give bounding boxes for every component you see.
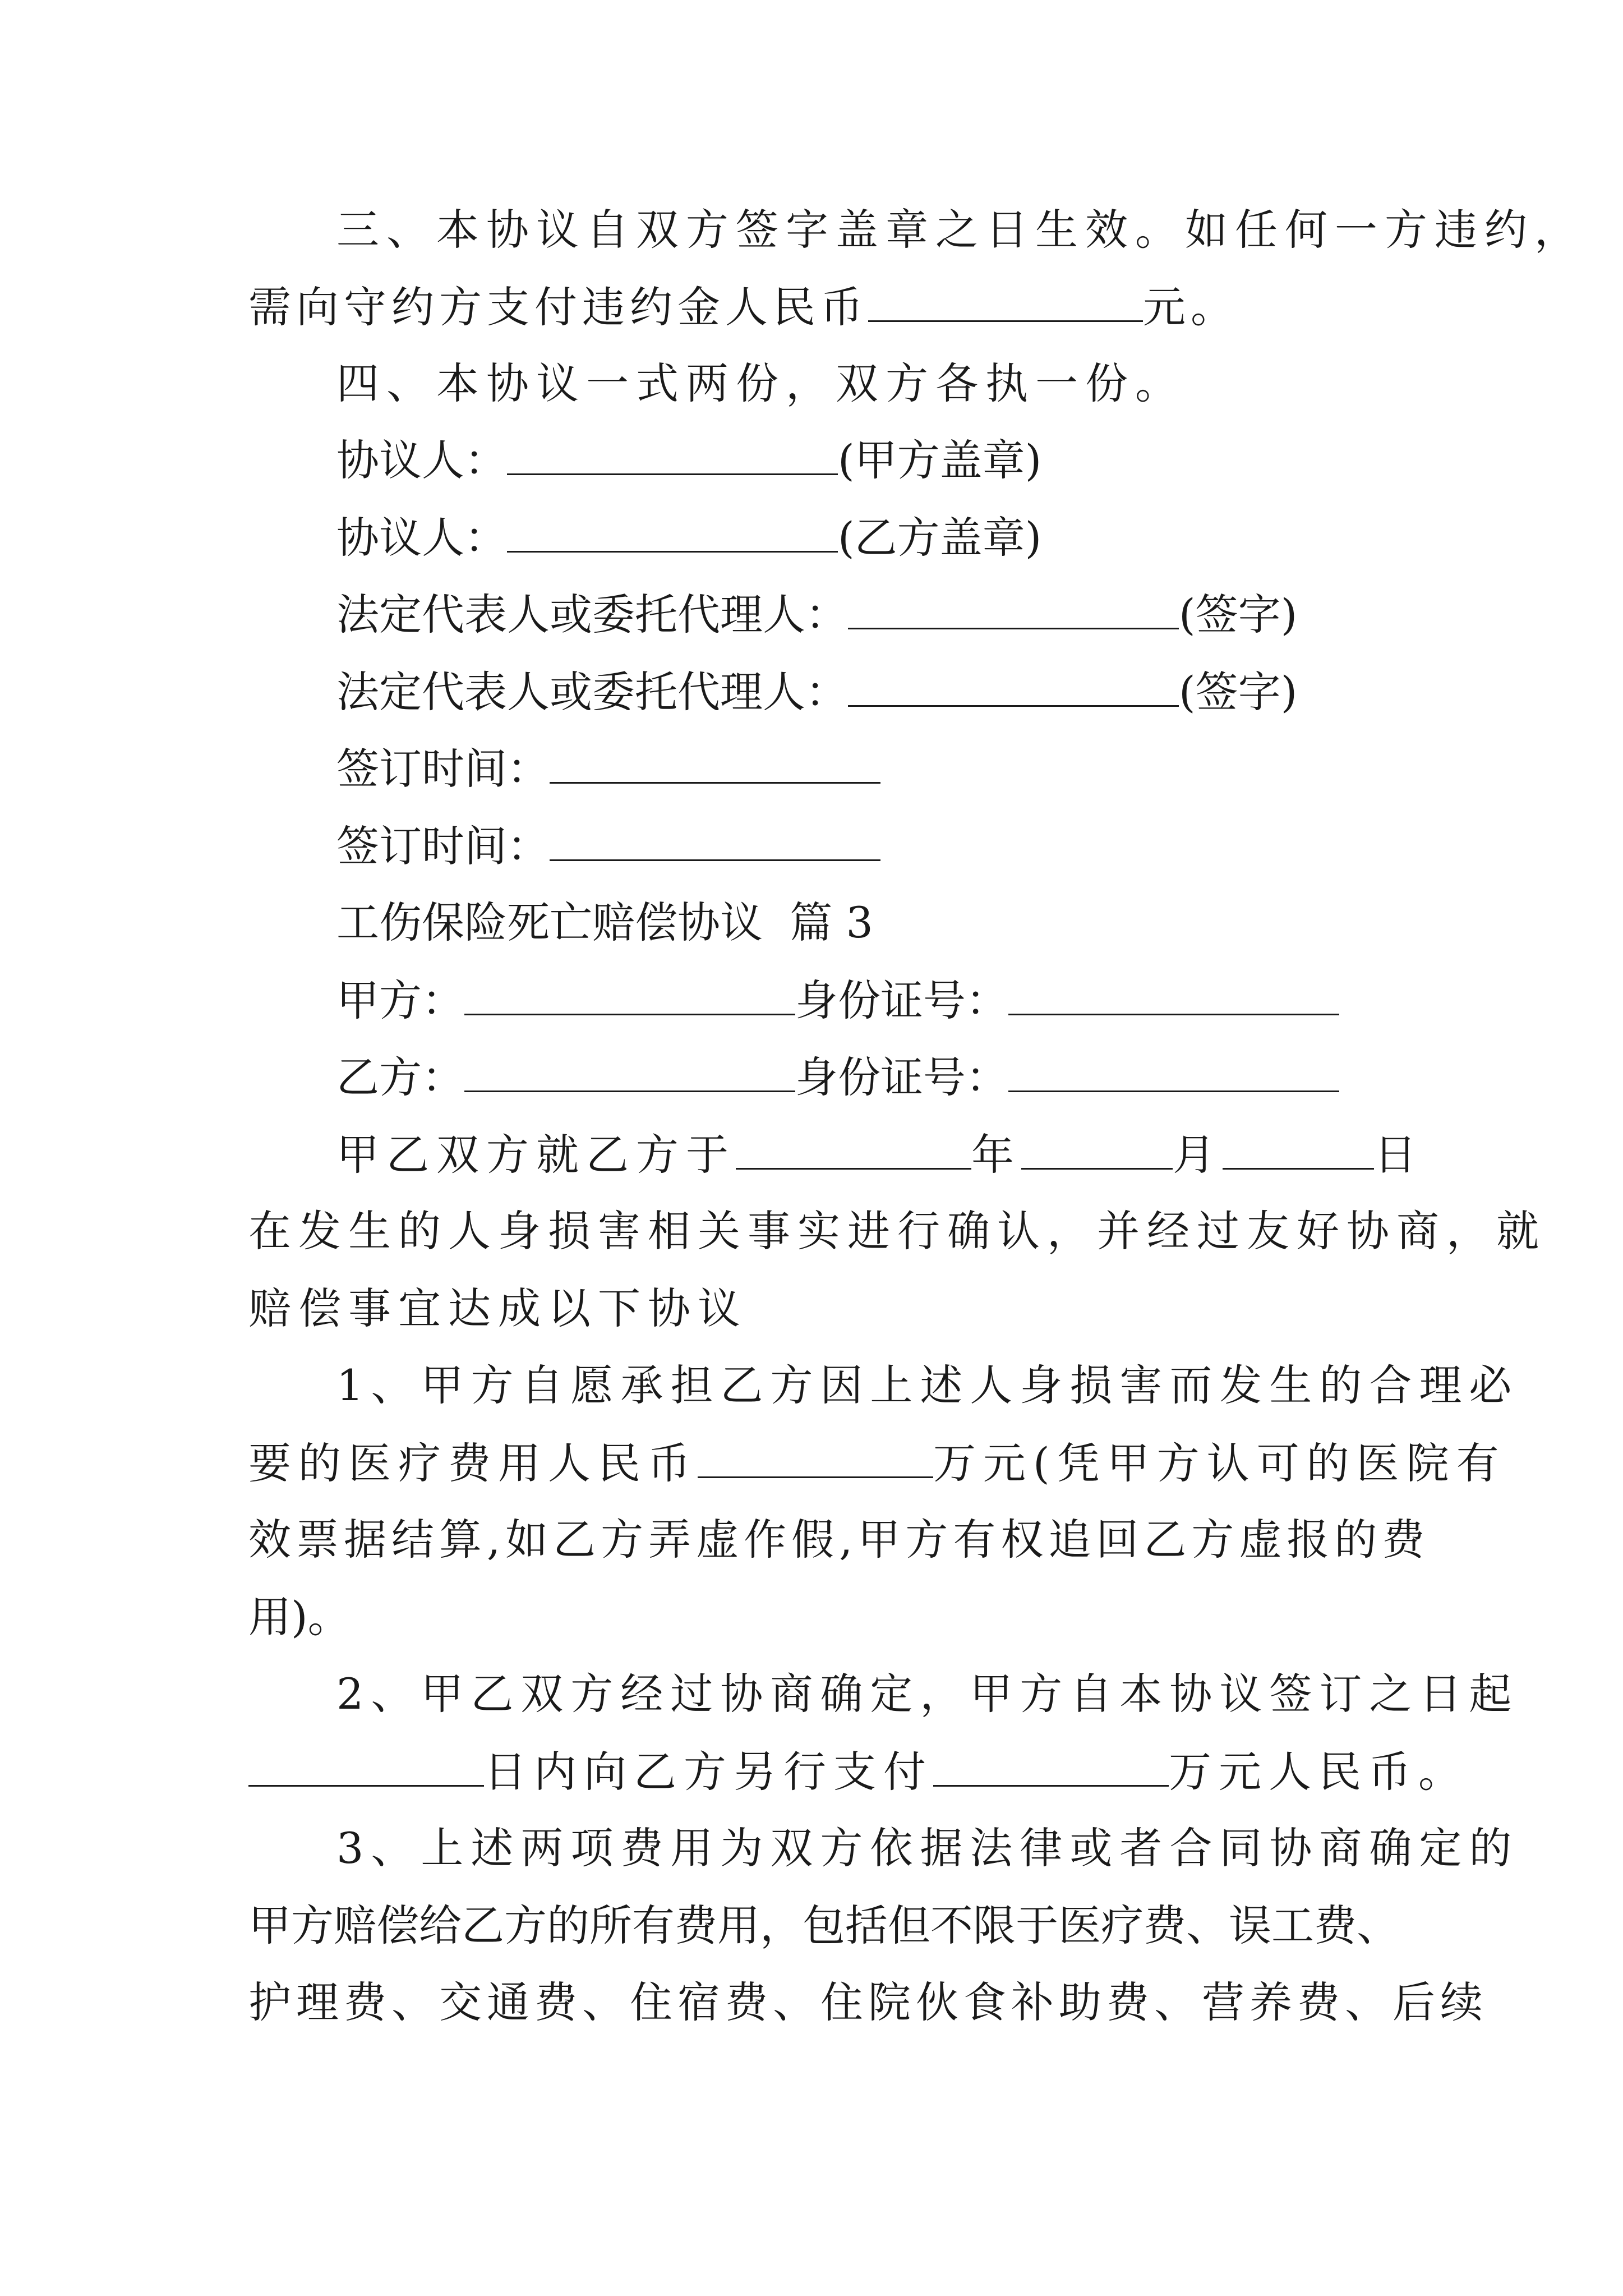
- incident-date-line: [336, 1126, 1424, 1182]
- item-2-line-2: [248, 1743, 1468, 1800]
- sign-note: (签字): [1179, 667, 1298, 717]
- signing-date-label: 签订时间：: [336, 821, 550, 871]
- signing-date-label: 签订时间：: [336, 744, 550, 794]
- clause-4-line: 四、本协议一式两份，双方各执一份。: [336, 358, 1185, 408]
- signing-date-2-blank[interactable]: [550, 818, 880, 861]
- signing-date-line-2: [336, 818, 880, 874]
- incident-text: 甲乙双方就乙方于: [336, 1130, 736, 1180]
- party-b-signature-blank[interactable]: [507, 509, 838, 553]
- item-3-line-2: 甲方赔偿给乙方的所有费用，包括但不限于医疗费、误工费、: [248, 1901, 1399, 1950]
- stamp-note: (甲方盖章): [838, 435, 1042, 485]
- representative-label: 法定代表人或委托代理人：: [336, 667, 848, 717]
- item-3-line-1: 3、上述两项费用为双方依据法律或者合同协商确定的: [336, 1823, 1519, 1873]
- sign-note: (签字): [1179, 590, 1298, 639]
- representative-line-2: [336, 664, 1297, 720]
- section-title: 工伤保险死亡赔偿协议 篇 3: [336, 898, 873, 947]
- item-3-line-3: 护理费、交通费、住宿费、住院伙食补助费、营养费、后续: [248, 1977, 1488, 2027]
- year-label: 年: [971, 1130, 1021, 1180]
- day-blank[interactable]: [1223, 1126, 1374, 1170]
- days-blank[interactable]: [248, 1743, 484, 1787]
- party-a-id-line: [336, 972, 1339, 1028]
- body-line: 赔偿事宜达成以下协议: [248, 1283, 748, 1333]
- representative-line-1: [336, 586, 1297, 642]
- signing-date-1-blank[interactable]: [550, 740, 880, 784]
- party-label: 协议人：: [336, 435, 507, 485]
- clause-3-line-2: [248, 279, 1238, 335]
- party-a-label: 甲方：: [336, 976, 464, 1025]
- party-label: 协议人：: [336, 513, 507, 563]
- payment-amount-blank[interactable]: [933, 1743, 1169, 1787]
- item-1-line-4: 用)。: [248, 1592, 351, 1642]
- item-1-line-2: [248, 1435, 1506, 1491]
- penalty-text: 需向守约方支付违约金人民币: [248, 282, 868, 332]
- year-blank[interactable]: [736, 1126, 971, 1170]
- party-b-signature-line: [336, 509, 1041, 565]
- party-a-name-blank[interactable]: [464, 972, 795, 1015]
- item-1-line-3: 效票据结算,如乙方弄虚作假,甲方有权追回乙方虚报的费: [248, 1515, 1430, 1565]
- item-1-line-1: 1、甲方自愿承担乙方因上述人身损害而发生的合理必: [336, 1360, 1519, 1410]
- party-b-label: 乙方：: [336, 1052, 464, 1102]
- party-b-id-line: [336, 1049, 1339, 1105]
- item-2-line-1: 2、甲乙双方经过协商确定，甲方自本协议签订之日起: [336, 1669, 1519, 1719]
- representative-label: 法定代表人或委托代理人：: [336, 590, 848, 639]
- id-label: 身份证号：: [795, 1052, 1008, 1102]
- medical-cost-blank[interactable]: [698, 1435, 933, 1478]
- stamp-note: (乙方盖章): [838, 513, 1042, 563]
- medical-cost-text: 要的医疗费用人民币: [248, 1438, 698, 1488]
- signing-date-line-1: [336, 740, 880, 797]
- id-label: 身份证号：: [795, 976, 1008, 1025]
- payment-text: 日内向乙方另行支付: [484, 1747, 933, 1797]
- day-label: 日: [1374, 1130, 1424, 1180]
- representative-2-blank[interactable]: [848, 664, 1179, 707]
- medical-cost-unit: 万元(凭甲方认可的医院有: [933, 1438, 1506, 1488]
- payment-unit: 万元人民币。: [1169, 1747, 1468, 1797]
- penalty-unit: 元。: [1143, 282, 1238, 332]
- penalty-amount-blank[interactable]: [868, 279, 1143, 322]
- party-b-id-blank[interactable]: [1008, 1049, 1339, 1092]
- party-b-name-blank[interactable]: [464, 1049, 795, 1092]
- month-label: 月: [1173, 1130, 1223, 1180]
- representative-1-blank[interactable]: [848, 586, 1179, 629]
- party-a-signature-line: [336, 432, 1041, 488]
- clause-3-line-1: 三、本协议自双方签字盖章之日生效。如任何一方违约，: [336, 205, 1584, 255]
- body-line: 在发生的人身损害相关事实进行确认，并经过友好协商，就: [248, 1206, 1546, 1256]
- party-a-signature-blank[interactable]: [507, 432, 838, 475]
- party-a-id-blank[interactable]: [1008, 972, 1339, 1015]
- month-blank[interactable]: [1021, 1126, 1173, 1170]
